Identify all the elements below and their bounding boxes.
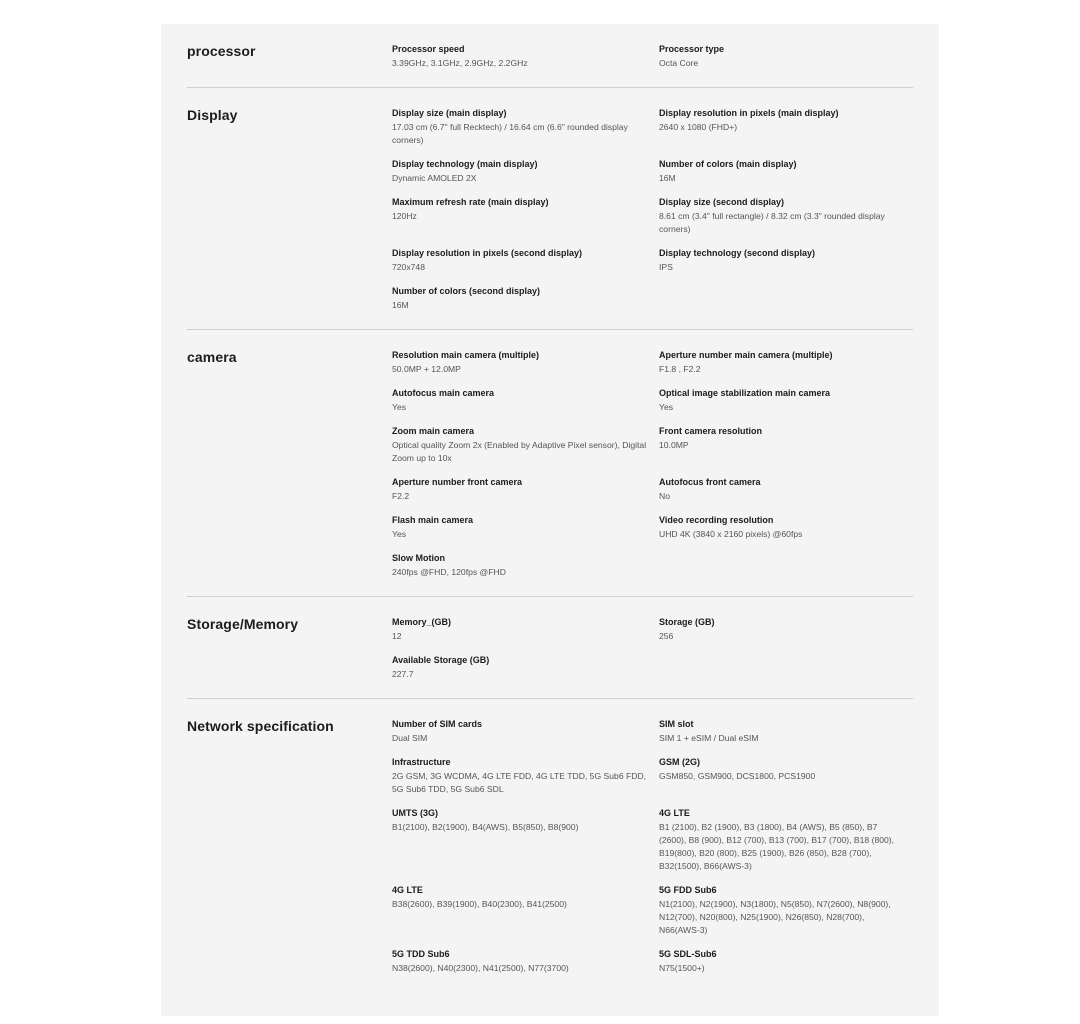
- spec-label: Display technology (second display): [659, 248, 816, 258]
- spec-value: 17.03 cm (6.7" full Recktech) / 16.64 cm (6.6" rounded display corners): [392, 122, 628, 145]
- spec-value: N1(2100), N2(1900), N3(1800), N5(850), N7(2600), N8(900), N12(700), N20(800), N25(1900), N26(850), N28(700), N66(AWS-3): [659, 899, 891, 935]
- spec-value: 3.39GHz, 3.1GHz, 2.9GHz, 2.2GHz: [392, 58, 528, 68]
- spec-item: [392, 756, 659, 796]
- spec-value: Octa Core: [659, 58, 699, 68]
- spec-item: [392, 718, 659, 745]
- spec-label: Aperture number front camera: [392, 477, 523, 487]
- spec-label: Number of SIM cards: [392, 719, 483, 729]
- spec-item: [392, 247, 659, 274]
- spec-value: No: [659, 491, 670, 501]
- spec-grid: [392, 43, 914, 70]
- spec-item: [659, 387, 914, 414]
- spec-value: B38(2600), B39(1900), B40(2300), B41(2500): [392, 899, 567, 909]
- spec-grid: [392, 718, 914, 975]
- spec-item: [392, 476, 659, 503]
- section-title: Display: [187, 107, 238, 123]
- spec-item: [392, 552, 659, 579]
- spec-label: Display resolution in pixels (second display): [392, 248, 583, 258]
- spec-value: Dual SIM: [392, 733, 428, 743]
- spec-label: 5G SDL-Sub6: [659, 949, 717, 959]
- spec-value: 227.7: [392, 669, 414, 679]
- spec-label: 5G TDD Sub6: [392, 949, 450, 959]
- spec-label: Display technology (main display): [392, 159, 538, 169]
- spec-item: [392, 43, 659, 70]
- spec-item: [392, 948, 659, 975]
- spec-value: 12: [392, 631, 402, 641]
- spec-item: [392, 158, 659, 185]
- spec-value: Yes: [392, 529, 407, 539]
- spec-label: Optical image stabilization main camera: [659, 388, 831, 398]
- spec-label: 4G LTE: [392, 885, 423, 895]
- spec-item: [659, 756, 914, 796]
- spec-label: Available Storage (GB): [392, 655, 490, 665]
- section-title: camera: [187, 349, 237, 365]
- spec-label: Number of colors (main display): [659, 159, 797, 169]
- spec-value: UHD 4K (3840 x 2160 pixels) @60fps: [659, 529, 803, 539]
- spec-section: [187, 24, 913, 88]
- spec-item: [392, 196, 659, 236]
- spec-label: 4G LTE: [659, 808, 690, 818]
- spec-label: Zoom main camera: [392, 426, 475, 436]
- spec-value: F1.8 , F2.2: [659, 364, 701, 374]
- spec-item: [659, 807, 914, 873]
- spec-value: IPS: [659, 262, 673, 272]
- spec-label: GSM (2G): [659, 757, 701, 767]
- spec-item: [659, 425, 914, 465]
- spec-value: 2G GSM, 3G WCDMA, 4G LTE FDD, 4G LTE TDD, 5G Sub6 FDD, 5G Sub6 TDD, 5G Sub6 SDL: [392, 771, 647, 794]
- spec-grid: [392, 107, 914, 312]
- spec-label: UMTS (3G): [392, 808, 438, 818]
- spec-section: [187, 330, 913, 597]
- spec-label: 5G FDD Sub6: [659, 885, 717, 895]
- spec-label: Processor speed: [392, 44, 465, 54]
- spec-item: [392, 425, 659, 465]
- spec-value: 2640 x 1080 (FHD+): [659, 122, 738, 132]
- spec-label: Video recording resolution: [659, 515, 774, 525]
- spec-label: Slow Motion: [392, 553, 445, 563]
- spec-item: [659, 196, 914, 236]
- spec-item: [392, 616, 659, 643]
- spec-label: Display resolution in pixels (main display): [659, 108, 839, 118]
- spec-label: SIM slot: [659, 719, 694, 729]
- spec-value: 16M: [659, 173, 676, 183]
- spec-label: Display size (second display): [659, 197, 785, 207]
- spec-label: Front camera resolution: [659, 426, 763, 436]
- spec-panel: [161, 24, 939, 1024]
- spec-section: [187, 88, 913, 330]
- spec-value: 8.61 cm (3.4" full rectangle) / 8.32 cm (3.3" rounded display corners): [659, 211, 885, 234]
- spec-item: [392, 654, 659, 681]
- spec-grid: [392, 616, 914, 681]
- spec-section: [187, 699, 913, 992]
- spec-label: Maximum refresh rate (main display): [392, 197, 549, 207]
- spec-label: Autofocus main camera: [392, 388, 495, 398]
- bottom-edge: [0, 1016, 1080, 1024]
- spec-value: 50.0MP + 12.0MP: [392, 364, 461, 374]
- spec-value: Dynamic AMOLED 2X: [392, 173, 477, 183]
- spec-label: Processor type: [659, 44, 725, 54]
- spec-section: [187, 597, 913, 699]
- spec-item: [392, 107, 659, 147]
- spec-item: [392, 285, 659, 312]
- spec-value: GSM850, GSM900, DCS1800, PCS1900: [659, 771, 816, 781]
- spec-label: Storage (GB): [659, 617, 715, 627]
- spec-item: [659, 948, 914, 975]
- section-title: Storage/Memory: [187, 616, 299, 632]
- spec-item: [392, 349, 659, 376]
- spec-value: 240fps @FHD, 120fps @FHD: [392, 567, 506, 577]
- spec-value: 10.0MP: [659, 440, 689, 450]
- spec-item: [659, 349, 914, 376]
- spec-label: Resolution main camera (multiple): [392, 350, 540, 360]
- spec-value: Yes: [392, 402, 407, 412]
- spec-value: Yes: [659, 402, 674, 412]
- spec-item: [392, 884, 659, 937]
- spec-item: [659, 107, 914, 147]
- spec-label: Autofocus front camera: [659, 477, 761, 487]
- spec-item: [659, 884, 914, 937]
- spec-item: [659, 514, 914, 541]
- spec-item: [392, 387, 659, 414]
- spec-label: Display size (main display): [392, 108, 507, 118]
- spec-value: B1 (2100), B2 (1900), B3 (1800), B4 (AWS), B5 (850), B7 (2600), B8 (900), B12 (700), B13 (700), B17 (700), B18 (800), B19(800), B20 (800), B25 (1900), B26 (850), B28 (700), B32(1500), B66(AWS-3): [659, 822, 895, 871]
- spec-label: Memory_(GB): [392, 617, 452, 627]
- spec-value: F2.2: [392, 491, 410, 501]
- spec-item: [392, 514, 659, 541]
- spec-value: 16M: [392, 300, 409, 310]
- spec-item: [659, 158, 914, 185]
- spec-item: [659, 718, 914, 745]
- spec-label: Number of colors (second display): [392, 286, 541, 296]
- section-title: Network specification: [187, 718, 334, 734]
- spec-grid: [392, 349, 914, 579]
- spec-item: [659, 616, 914, 643]
- spec-value: N38(2600), N40(2300), N41(2500), N77(3700): [392, 963, 569, 973]
- spec-item: [392, 807, 659, 873]
- spec-label: Aperture number main camera (multiple): [659, 350, 833, 360]
- spec-item: [659, 247, 914, 274]
- spec-value: 256: [659, 631, 674, 641]
- spec-value: N75(1500+): [659, 963, 705, 973]
- section-title: processor: [187, 43, 256, 59]
- spec-item: [659, 43, 914, 70]
- spec-value: B1(2100), B2(1900), B4(AWS), B5(850), B8(900): [392, 822, 579, 832]
- spec-item: [659, 476, 914, 503]
- spec-value: 720x748: [392, 262, 425, 272]
- spec-value: Optical quality Zoom 2x (Enabled by Adaptive Pixel sensor), Digital Zoom up to 10x: [392, 440, 647, 463]
- spec-label: Infrastructure: [392, 757, 451, 767]
- spec-value: 120Hz: [392, 211, 417, 221]
- spec-value: SIM 1 + eSIM / Dual eSIM: [659, 733, 759, 743]
- spec-label: Flash main camera: [392, 515, 474, 525]
